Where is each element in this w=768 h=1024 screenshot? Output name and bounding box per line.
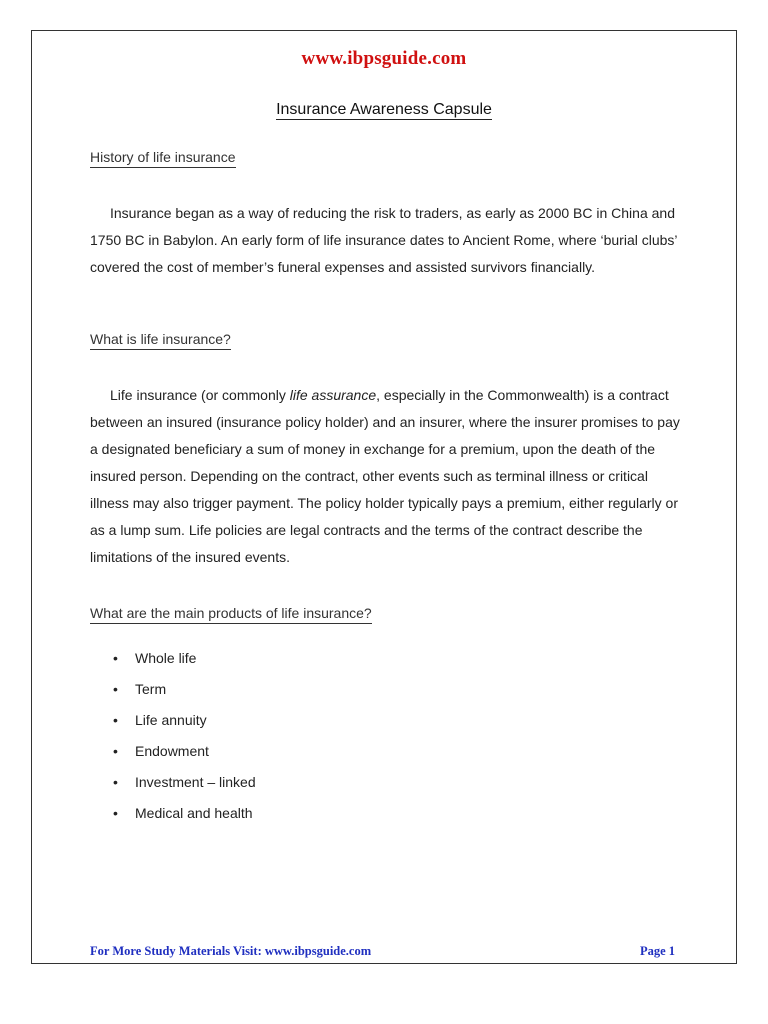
bullet-icon: •: [113, 681, 118, 697]
bullet-icon: •: [113, 774, 118, 790]
section-heading-what-is: [90, 331, 231, 347]
section-heading-history-text: History of life insurance: [90, 149, 236, 168]
paragraph-history: [90, 200, 680, 281]
list-item: [90, 677, 256, 708]
page-title-text: Insurance Awareness Capsule: [276, 101, 492, 118]
paragraph-what-is-italic: life assurance: [289, 387, 377, 403]
products-list: [90, 646, 256, 832]
section-heading-products-text: What are the main products of life insurance?: [90, 605, 372, 624]
footer-link-text: For More Study Materials Visit: www.ibpsguide.com: [90, 944, 372, 958]
paragraph-what-is: [90, 382, 680, 571]
list-item: [90, 708, 256, 739]
list-item-label: Whole life: [135, 650, 197, 666]
paragraph-what-is-text-before: Life insurance (or commonly: [110, 387, 290, 403]
list-item: [90, 646, 256, 677]
list-item-label: Investment – linked: [135, 774, 256, 790]
page-number: Page 1: [639, 944, 675, 958]
bullet-icon: •: [113, 650, 118, 666]
section-heading-what-is-text: What is life insurance?: [90, 331, 231, 350]
list-item: [90, 739, 256, 770]
list-item: [90, 770, 256, 801]
bullet-icon: •: [113, 805, 118, 821]
paragraph-what-is-text-after: , especially in the Commonwealth) is a contract between an insured (insurance policy holder) and an insurer, where the insurer promises to pay a designated beneficiary a sum of money in exchange for a premium, upon the death of the insured person. Depending on the contract, other events such as terminal illness or critical illness may also trigger payment. The policy holder typically pays a premium, either regularly or as a lump sum. Life policies are legal contracts and the terms of the contract describe the limitations of the insured events.: [90, 387, 680, 565]
list-item-label: Endowment: [135, 743, 209, 759]
list-item: [90, 801, 256, 832]
site-header: www.ibpsguide.com: [301, 48, 467, 69]
list-item-label: Medical and health: [135, 805, 253, 821]
paragraph-history-text: Insurance began as a way of reducing the risk to traders, as early as 2000 BC in China and 1750 BC in Babylon. An early form of life insurance dates to Ancient Rome, where ‘burial clubs’ covered the cost of member’s funeral expenses and assisted survivors financially.: [90, 205, 678, 275]
section-heading-history: [90, 149, 236, 165]
page-title: [0, 101, 768, 119]
bullet-icon: •: [113, 712, 118, 728]
bullet-icon: •: [113, 743, 118, 759]
section-heading-products: [90, 605, 372, 621]
list-item-label: Term: [135, 681, 167, 697]
list-item-label: Life annuity: [135, 712, 207, 728]
